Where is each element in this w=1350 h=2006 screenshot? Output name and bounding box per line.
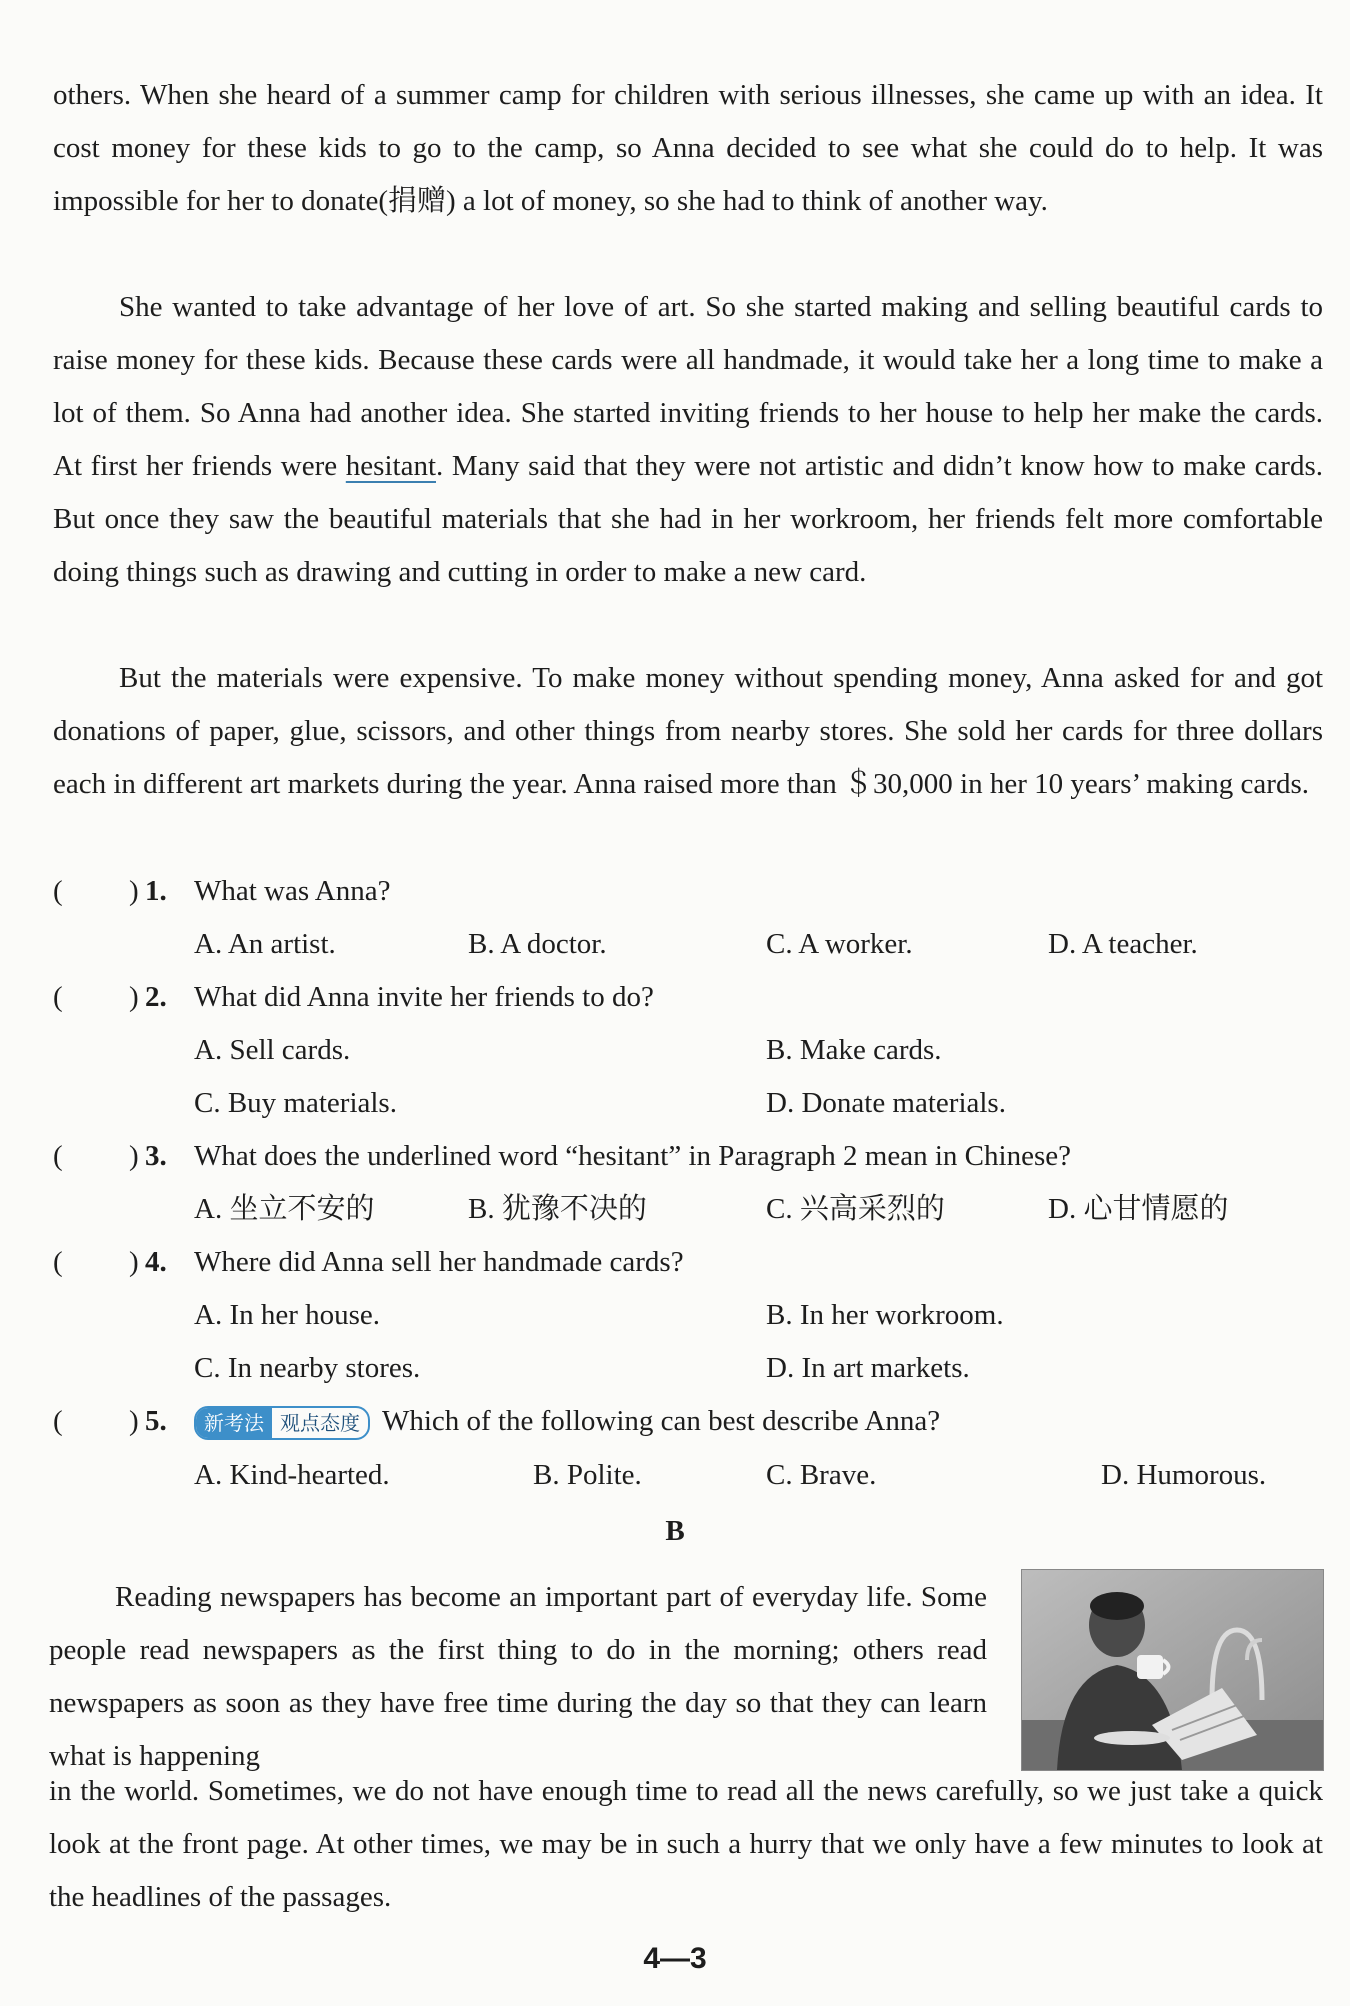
option-d: D. Humorous. bbox=[1101, 1459, 1267, 1491]
option-b: B. Polite. bbox=[533, 1459, 642, 1491]
question-2-options-row-1 bbox=[53, 1024, 1323, 1077]
option-a: A. Sell cards. bbox=[194, 1034, 351, 1066]
man-reading-newspaper-photo bbox=[1021, 1569, 1324, 1771]
option-c: C. Brave. bbox=[766, 1459, 877, 1491]
option-c: C. In nearby stores. bbox=[194, 1352, 421, 1384]
option-d: D. Donate materials. bbox=[766, 1087, 1006, 1119]
answer-paren-close: ) bbox=[129, 1140, 139, 1172]
p2-text-before: She wanted to take advantage of her love of art. So she started making and selling beautiful cards to raise money for these kids. Because these cards were all handmade, it would take her a long time to make a lot of them. So Anna had another idea. She started inviting friends to her house to help her make the cards. At first her friends were bbox=[53, 291, 1323, 482]
answer-paren-close: ) bbox=[129, 875, 139, 907]
option-b: B. A doctor. bbox=[468, 928, 607, 960]
option-b: B. Make cards. bbox=[766, 1034, 942, 1066]
answer-paren-open: ( bbox=[53, 875, 63, 907]
answer-paren-close: ) bbox=[129, 1405, 139, 1437]
option-d: D. 心甘情愿的 bbox=[1048, 1193, 1229, 1225]
question-text-with-tag bbox=[194, 1395, 940, 1448]
question-type-tag bbox=[194, 1406, 370, 1440]
question-5 bbox=[53, 1395, 1323, 1448]
question-5-options bbox=[53, 1449, 1323, 1502]
question-number: 4. bbox=[145, 1246, 167, 1278]
question-3 bbox=[53, 1130, 1323, 1183]
option-b: B. 犹豫不决的 bbox=[468, 1193, 647, 1225]
tag-new-exam: 新考法 bbox=[196, 1408, 272, 1438]
option-a: A. An artist. bbox=[194, 928, 336, 960]
question-4 bbox=[53, 1236, 1323, 1289]
p2-text-after: . Many said that they were not artistic and didn’t know how to make cards. But once they saw the beautiful materials that she had in her workroom, her friends felt more comfortable doing things such as drawing and cutting in order to make a new card. bbox=[53, 450, 1324, 588]
section-b-wrapped-paragraph: Reading newspapers has become an important part of everyday life. Some people read newspapers as the first thing to do in the morning; others read newspapers as soon as they have free time during the day so that they can learn what is happening bbox=[49, 1581, 987, 1772]
question-text: What did Anna invite her friends to do? bbox=[194, 981, 654, 1013]
option-c: C. 兴高采烈的 bbox=[766, 1193, 945, 1225]
section-b-rest-paragraph: in the world. Sometimes, we do not have enough time to read all the news carefully, so we just take a quick look at the front page. At other times, we may be in such a hurry that we only have a few minutes to look at the headlines of the passages. bbox=[49, 1775, 1323, 1913]
option-d: D. A teacher. bbox=[1048, 928, 1198, 960]
question-number: 2. bbox=[145, 981, 167, 1013]
passage-a-paragraph-2 bbox=[53, 281, 1323, 599]
section-b-title: B bbox=[665, 1515, 685, 1547]
question-text: What was Anna? bbox=[194, 875, 391, 907]
question-3-options bbox=[53, 1183, 1323, 1236]
question-2 bbox=[53, 971, 1323, 1024]
underlined-word-hesitant: hesitant bbox=[345, 450, 436, 482]
passage-a-paragraph-1: others. When she heard of a summer camp for children with serious illnesses, she came up with an idea. It cost money for these kids to go to the camp, so Anna decided to see what she could do to help. It was impossible for her to donate(捐赠) a lot of money, so she had to think of another way. bbox=[53, 79, 1323, 217]
answer-paren-open: ( bbox=[53, 981, 63, 1013]
option-a: A. In her house. bbox=[194, 1299, 381, 1331]
question-text: What does the underlined word “hesitant” in Paragraph 2 mean in Chinese? bbox=[194, 1140, 1071, 1172]
option-c: C. A worker. bbox=[766, 928, 913, 960]
answer-paren-close: ) bbox=[129, 981, 139, 1013]
question-4-options-row-1 bbox=[53, 1289, 1323, 1342]
option-b: B. In her workroom. bbox=[766, 1299, 1004, 1331]
question-text: Which of the following can best describe Anna? bbox=[382, 1405, 941, 1437]
question-text: Where did Anna sell her handmade cards? bbox=[194, 1246, 684, 1278]
option-a: A. Kind-hearted. bbox=[194, 1459, 390, 1491]
option-d: D. In art markets. bbox=[766, 1352, 970, 1384]
tag-viewpoint: 观点态度 bbox=[280, 1411, 360, 1436]
answer-paren-open: ( bbox=[53, 1405, 63, 1437]
question-number: 1. bbox=[145, 875, 167, 907]
option-c: C. Buy materials. bbox=[194, 1087, 397, 1119]
question-number: 5. bbox=[145, 1405, 167, 1437]
option-a: A. 坐立不安的 bbox=[194, 1193, 375, 1225]
page-number: 4—3 bbox=[643, 1942, 707, 1975]
question-number: 3. bbox=[145, 1140, 167, 1172]
answer-paren-close: ) bbox=[129, 1246, 139, 1278]
answer-paren-open: ( bbox=[53, 1246, 63, 1278]
question-4-options-row-2 bbox=[53, 1342, 1323, 1395]
question-2-options-row-2 bbox=[53, 1077, 1323, 1130]
passage-a-paragraph-3: But the materials were expensive. To make money without spending money, Anna asked for and got donations of paper, glue, scissors, and other things from nearby stores. She sold her cards for three dollars each in different art markets during the year. Anna raised more than ＄30,000 in her 10 years’ making cards. bbox=[53, 662, 1323, 800]
answer-paren-open: ( bbox=[53, 1140, 63, 1172]
question-1 bbox=[53, 865, 1323, 918]
question-1-options bbox=[53, 918, 1323, 971]
